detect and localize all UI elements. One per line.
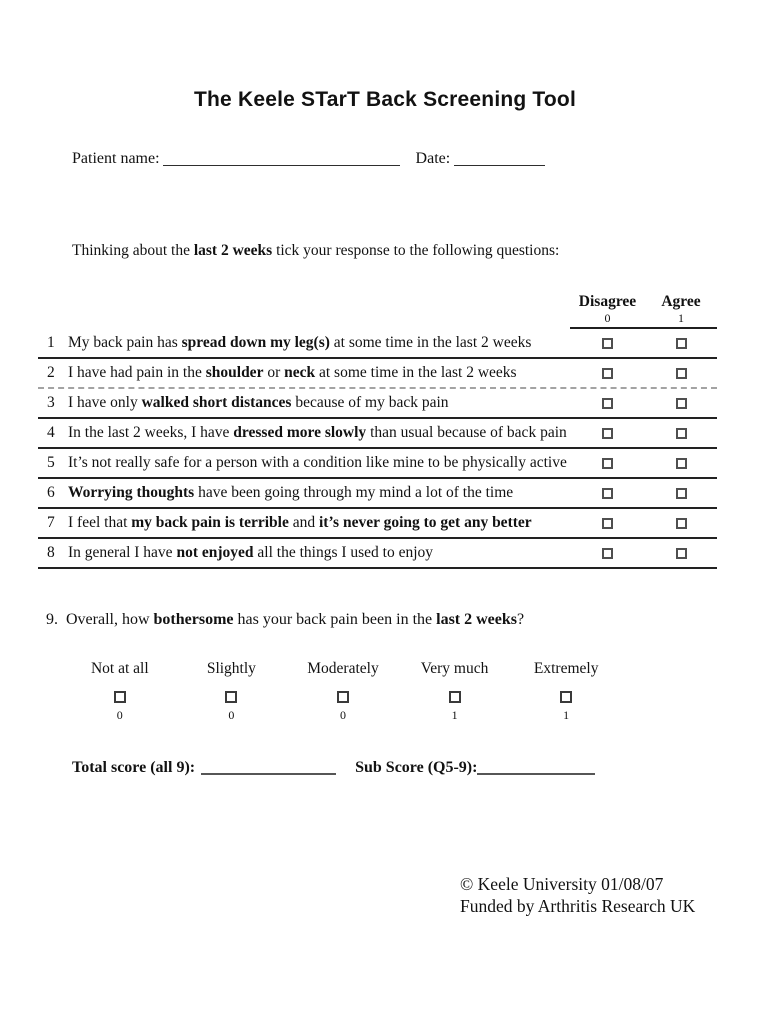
total-score-label: Total score (all 9): — [72, 759, 196, 776]
disagree-cell — [570, 338, 645, 349]
agree-cell — [645, 368, 717, 379]
q7-disagree-checkbox[interactable] — [602, 518, 613, 529]
patient-name-field[interactable] — [163, 150, 400, 166]
question-text: I feel that my back pain is terrible and it’s never going to get any better — [68, 514, 532, 531]
option-label: Not at all — [90, 660, 149, 677]
date-label: Date: — [415, 150, 451, 167]
q4-agree-checkbox[interactable] — [676, 428, 687, 439]
q6-disagree-checkbox[interactable] — [602, 488, 613, 499]
date-field[interactable] — [454, 150, 545, 166]
option-label: Extremely — [533, 660, 599, 677]
bothersome-option-slightly — [176, 660, 288, 723]
disagree-label: Disagree — [578, 293, 637, 310]
bothersome-option-very-much — [399, 660, 511, 723]
question-number: 3 — [47, 394, 55, 411]
question-row-5 — [38, 449, 717, 479]
question-row-8 — [38, 539, 717, 569]
q5-agree-checkbox[interactable] — [676, 458, 687, 469]
bothersome-not-at-all-checkbox[interactable] — [114, 691, 126, 703]
disagree-cell — [570, 488, 645, 499]
table-header — [38, 293, 717, 327]
bothersome-option-extremely — [510, 660, 622, 723]
footer — [460, 874, 695, 917]
option-score-value: 1 — [563, 708, 570, 722]
option-score-value: 0 — [339, 708, 346, 722]
q8-disagree-checkbox[interactable] — [602, 548, 613, 559]
disagree-cell — [570, 368, 645, 379]
q1-disagree-checkbox[interactable] — [602, 338, 613, 349]
question-number: 8 — [47, 544, 55, 561]
total-score-field[interactable] — [201, 759, 336, 775]
agree-score-value: 1 — [678, 311, 684, 325]
score-row — [72, 759, 595, 777]
copyright-line: © Keele University 01/08/07 — [460, 874, 664, 894]
sub-score-label: Sub Score (Q5-9): — [355, 759, 478, 776]
question-number: 6 — [47, 484, 55, 501]
funding-line: Funded by Arthritis Research UK — [460, 895, 696, 916]
question-text: My back pain has spread down my leg(s) at some time in the last 2 weeks — [68, 334, 532, 351]
column-header-agree — [645, 293, 717, 327]
disagree-cell — [570, 398, 645, 409]
question-text: In the last 2 weeks, I have dressed more slowly than usual because of back pain — [68, 424, 567, 441]
sub-score-field[interactable] — [477, 759, 595, 775]
agree-cell — [645, 338, 717, 349]
disagree-cell — [570, 548, 645, 559]
question-row-2 — [38, 359, 717, 389]
disagree-cell — [570, 428, 645, 439]
q2-disagree-checkbox[interactable] — [602, 368, 613, 379]
q5-disagree-checkbox[interactable] — [602, 458, 613, 469]
option-label: Slightly — [206, 660, 256, 677]
q3-disagree-checkbox[interactable] — [602, 398, 613, 409]
option-score-value: 0 — [228, 708, 235, 722]
bothersome-moderately-checkbox[interactable] — [337, 691, 349, 703]
question-row-3 — [38, 389, 717, 419]
instruction-text: Thinking about the last 2 weeks tick your response to the following questions: — [72, 242, 560, 259]
bothersome-very-much-checkbox[interactable] — [449, 691, 461, 703]
question-row-4 — [38, 419, 717, 449]
option-score-value: 0 — [116, 708, 123, 722]
question-number: 5 — [47, 454, 55, 471]
agree-cell — [645, 428, 717, 439]
q2-agree-checkbox[interactable] — [676, 368, 687, 379]
patient-header-row — [72, 150, 545, 168]
question-number: 1 — [47, 334, 55, 351]
question-9-text: 9. Overall, how bothersome has your back pain been in the last 2 weeks? — [46, 611, 525, 628]
agree-cell — [645, 548, 717, 559]
option-label: Very much — [420, 660, 489, 677]
bothersome-option-moderately — [287, 660, 399, 723]
patient-name-label: Patient name: — [72, 150, 160, 167]
page-title: The Keele STarT Back Screening Tool — [194, 88, 576, 111]
question-number: 4 — [47, 424, 55, 441]
question-row-1 — [38, 329, 717, 359]
q6-agree-checkbox[interactable] — [676, 488, 687, 499]
disagree-cell — [570, 458, 645, 469]
option-label: Moderately — [307, 660, 379, 677]
question-table — [38, 293, 717, 569]
bothersome-options — [64, 660, 622, 723]
agree-cell — [645, 488, 717, 499]
q8-agree-checkbox[interactable] — [676, 548, 687, 559]
column-header-disagree — [570, 293, 645, 327]
question-number: 2 — [47, 364, 55, 381]
bothersome-option-not-at-all — [64, 660, 176, 723]
question-text: I have had pain in the shoulder or neck at some time in the last 2 weeks — [68, 364, 517, 381]
question-rows — [38, 329, 717, 569]
q4-disagree-checkbox[interactable] — [602, 428, 613, 439]
agree-label: Agree — [661, 293, 701, 310]
agree-cell — [645, 518, 717, 529]
question-text: It’s not really safe for a person with a condition like mine to be physically active — [68, 454, 567, 471]
agree-cell — [645, 398, 717, 409]
q3-agree-checkbox[interactable] — [676, 398, 687, 409]
question-text: Worrying thoughts have been going through my mind a lot of the time — [68, 484, 514, 501]
agree-cell — [645, 458, 717, 469]
bothersome-slightly-checkbox[interactable] — [225, 691, 237, 703]
question-text: I have only walked short distances because of my back pain — [68, 394, 449, 411]
question-number: 7 — [47, 514, 55, 531]
question-row-6 — [38, 479, 717, 509]
question-text: In general I have not enjoyed all the things I used to enjoy — [68, 544, 434, 561]
disagree-score-value: 0 — [604, 311, 611, 325]
q7-agree-checkbox[interactable] — [676, 518, 687, 529]
question-row-7 — [38, 509, 717, 539]
bothersome-extremely-checkbox[interactable] — [560, 691, 572, 703]
header-spacer — [38, 293, 570, 327]
option-score-value: 1 — [451, 708, 458, 722]
disagree-cell — [570, 518, 645, 529]
q1-agree-checkbox[interactable] — [676, 338, 687, 349]
